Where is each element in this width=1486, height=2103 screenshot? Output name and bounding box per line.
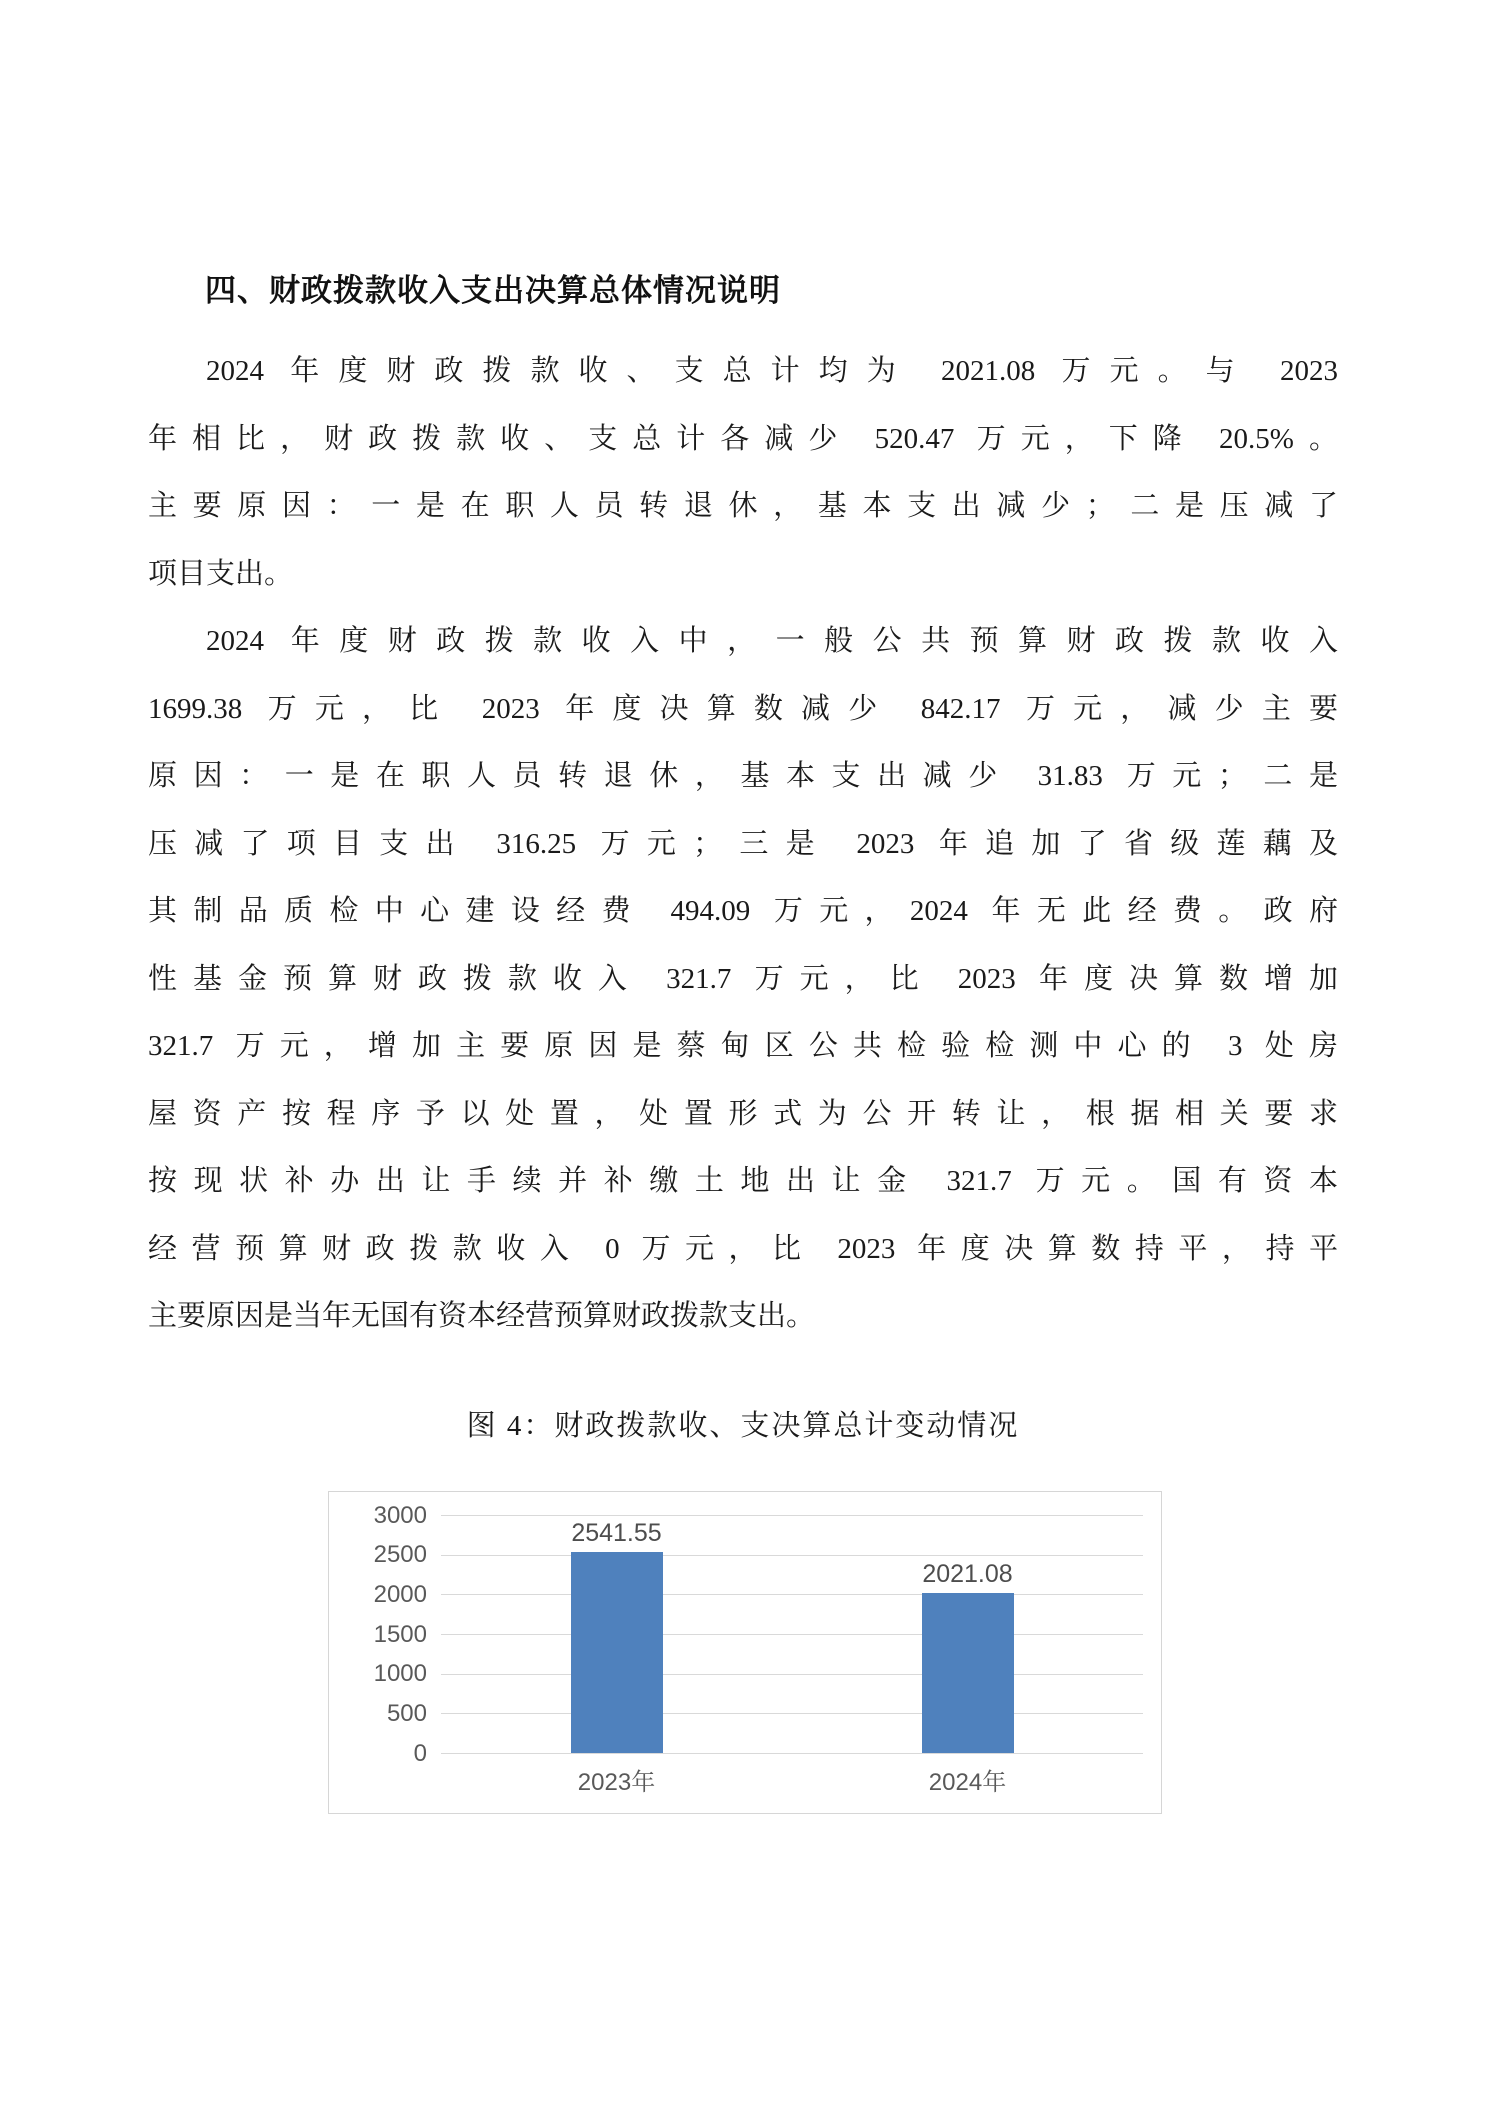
paragraph-1 <box>148 338 1338 608</box>
y-axis-tick-label: 2000 <box>373 1580 427 1608</box>
x-axis-category-label: 2023年 <box>577 1768 656 1796</box>
chart-gridline <box>441 1634 1143 1635</box>
body-text-line: 2024 年度财政拨款收、支总计均为 2021.08 万元。与 2023 <box>206 355 1338 387</box>
body-text-line: 2024 年度财政拨款收入中，一般公共预算财政拨款收入 <box>206 625 1338 657</box>
chart-gridline <box>441 1713 1143 1714</box>
body-text-line: 按现状补办出让手续并补缴土地出让金 321.7 万元。国有资本 <box>148 1165 1338 1197</box>
x-axis-category-label: 2024年 <box>928 1768 1007 1796</box>
y-axis-tick-label: 3000 <box>373 1501 427 1529</box>
document-page <box>148 0 1338 1814</box>
body-text-line: 原因：一是在职人员转退休，基本支出减少 31.83 万元；二是 <box>148 760 1338 792</box>
body-text-line: 主要原因：一是在职人员转退休，基本支出减少；二是压减了 <box>148 490 1338 522</box>
body-text-line: 项目支出。 <box>148 557 294 590</box>
paragraph-2 <box>148 608 1338 1351</box>
y-axis-tick-label: 2500 <box>373 1541 427 1569</box>
body-text-line: 主要原因是当年无国有资本经营预算财政拨款支出。 <box>148 1300 816 1332</box>
figure-caption: 图 4：财政拨款收、支决算总计变动情况 <box>466 1409 1020 1442</box>
bar-chart <box>328 1491 1162 1814</box>
body-text-line: 压减了项目支出 316.25 万元；三是 2023 年追加了省级莲藕及 <box>148 827 1338 860</box>
chart-bar <box>571 1552 663 1754</box>
bar-value-label: 2021.08 <box>922 1560 1013 1589</box>
body-text-line: 1699.38 万元，比 2023 年度决算数减少 842.17 万元，减少主要 <box>148 692 1338 725</box>
chart-bar <box>922 1593 1014 1753</box>
body-text-line: 其制品质检中心建设经费 494.09 万元，2024 年无此经费。政府 <box>148 895 1338 927</box>
body-text-line: 性基金预算财政拨款收入 321.7 万元，比 2023 年度决算数增加 <box>148 962 1338 995</box>
body-text-line: 经营预算财政拨款收入 0 万元，比 2023 年度决算数持平，持平 <box>148 1232 1338 1265</box>
y-axis-tick-label: 0 <box>413 1739 427 1767</box>
body-text-line: 年相比，财政拨款收、支总计各减少 520.47 万元，下降 20.5%。 <box>148 422 1338 455</box>
body-text-line: 321.7 万元，增加主要原因是蔡甸区公共检验检测中心的 3 处房 <box>148 1030 1338 1062</box>
chart-gridline <box>441 1555 1143 1556</box>
y-axis-tick-label: 500 <box>386 1699 427 1727</box>
chart-gridline <box>441 1674 1143 1675</box>
section-heading: 四、财政拨款收入支出决算总体情况说明 <box>205 273 781 308</box>
bar-value-label: 2541.55 <box>571 1518 662 1547</box>
chart-gridline <box>441 1515 1143 1516</box>
body-text-line: 屋资产按程序予以处置，处置形式为公开转让，根据相关要求 <box>148 1097 1338 1130</box>
chart-gridline <box>441 1753 1143 1754</box>
y-axis-tick-label: 1000 <box>373 1660 427 1688</box>
chart-gridline <box>441 1594 1143 1595</box>
y-axis-tick-label: 1500 <box>373 1620 427 1648</box>
